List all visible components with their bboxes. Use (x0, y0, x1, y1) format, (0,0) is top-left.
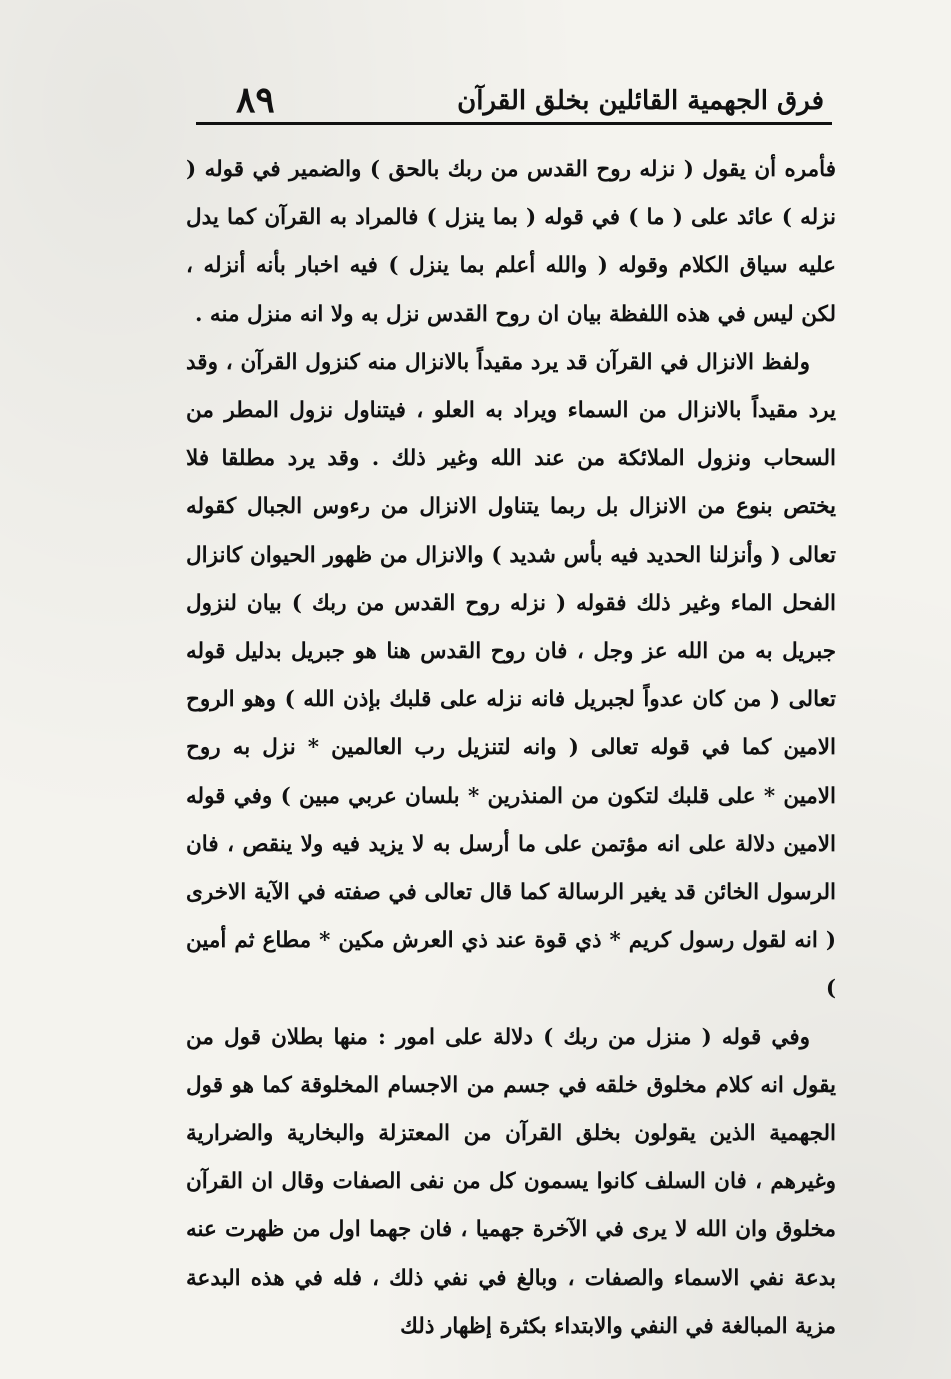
paragraph-3: وفي قوله ( منزل من ربك ) دلالة على امور : منها بطلان قول من يقول انه كلام مخلوق خلقه في جسم من الاجسام المخلوقة كما هو قول الجهمية الذين يقولون بخلق القرآن من المعتزلة والبخارية والضرارية وغيرهم ، فان السلف كانوا يسمون كل من نفى الصفات وقال ان القرآن مخلوق وان الله لا يرى في الآخرة جهميا ، فان جهما اول من ظهرت عنه بدعة نفي الاسماء والصفات ، وبالغ في نفي ذلك ، فله في هذه البدعة مزية المبالغة في النفي والابتداء بكثرة إظهار ذلك (186, 1024, 836, 1339)
body-text (186, 146, 836, 1351)
header-rule (196, 122, 832, 125)
page-header (196, 78, 832, 126)
paragraph-1: فأمره أن يقول ( نزله روح القدس من ربك بالحق ) والضمير في قوله ( نزله ) عائد على ( ما ) في قوله ( بما ينزل ) فالمراد به القرآن كما يدل عليه سياق الكلام وقوله ( والله أعلم بما ينزل ) فيه اخبار بأنه أنزله ، لكن ليس في هذه اللفظة بيان ان روح القدس نزل به ولا انه منزل منه . (186, 157, 836, 327)
running-title: فرق الجهمية القائلين بخلق القرآن (457, 86, 824, 116)
paragraph-2: ولفظ الانزال في القرآن قد يرد مقيداً بالانزال منه كنزول القرآن ، وقد يرد مقيداً بالانزال من السماء ويراد به العلو ، فيتناول نزول المطر من السحاب ونزول الملائكة من عند الله وغير ذلك . وقد يرد مطلقا فلا يختص بنوع من الانزال بل ربما يتناول الانزال من رءوس الجبال كقوله تعالى ( وأنزلنا الحديد فيه بأس شديد ) والانزال من ظهور الحيوان كانزال الفحل الماء وغير ذلك فقوله ( نزله روح القدس من ربك ) بيان لنزول جبريل به من الله عز وجل ، فان روح القدس هنا هو جبريل بدليل قوله تعالى ( من كان عدواً لجبريل فانه نزله على قلبك بإذن الله ) وهو الروح الامين كما في قوله تعالى ( وانه لتنزيل رب العالمين * نزل به روح الامين * على قلبك لتكون من المنذرين * بلسان عربي مبين ) وفي قوله الامين دلالة على انه مؤتمن على ما أرسل به لا يزيد فيه ولا ينقص ، فان الرسول الخائن قد يغير الرسالة كما قال تعالى في صفته في الآية الاخرى ( انه لقول رسول كريم * ذي قوة عند ذي العرش مكين * مطاع ثم أمين ) (186, 349, 836, 1002)
page-number: ٨٩ (236, 79, 275, 121)
